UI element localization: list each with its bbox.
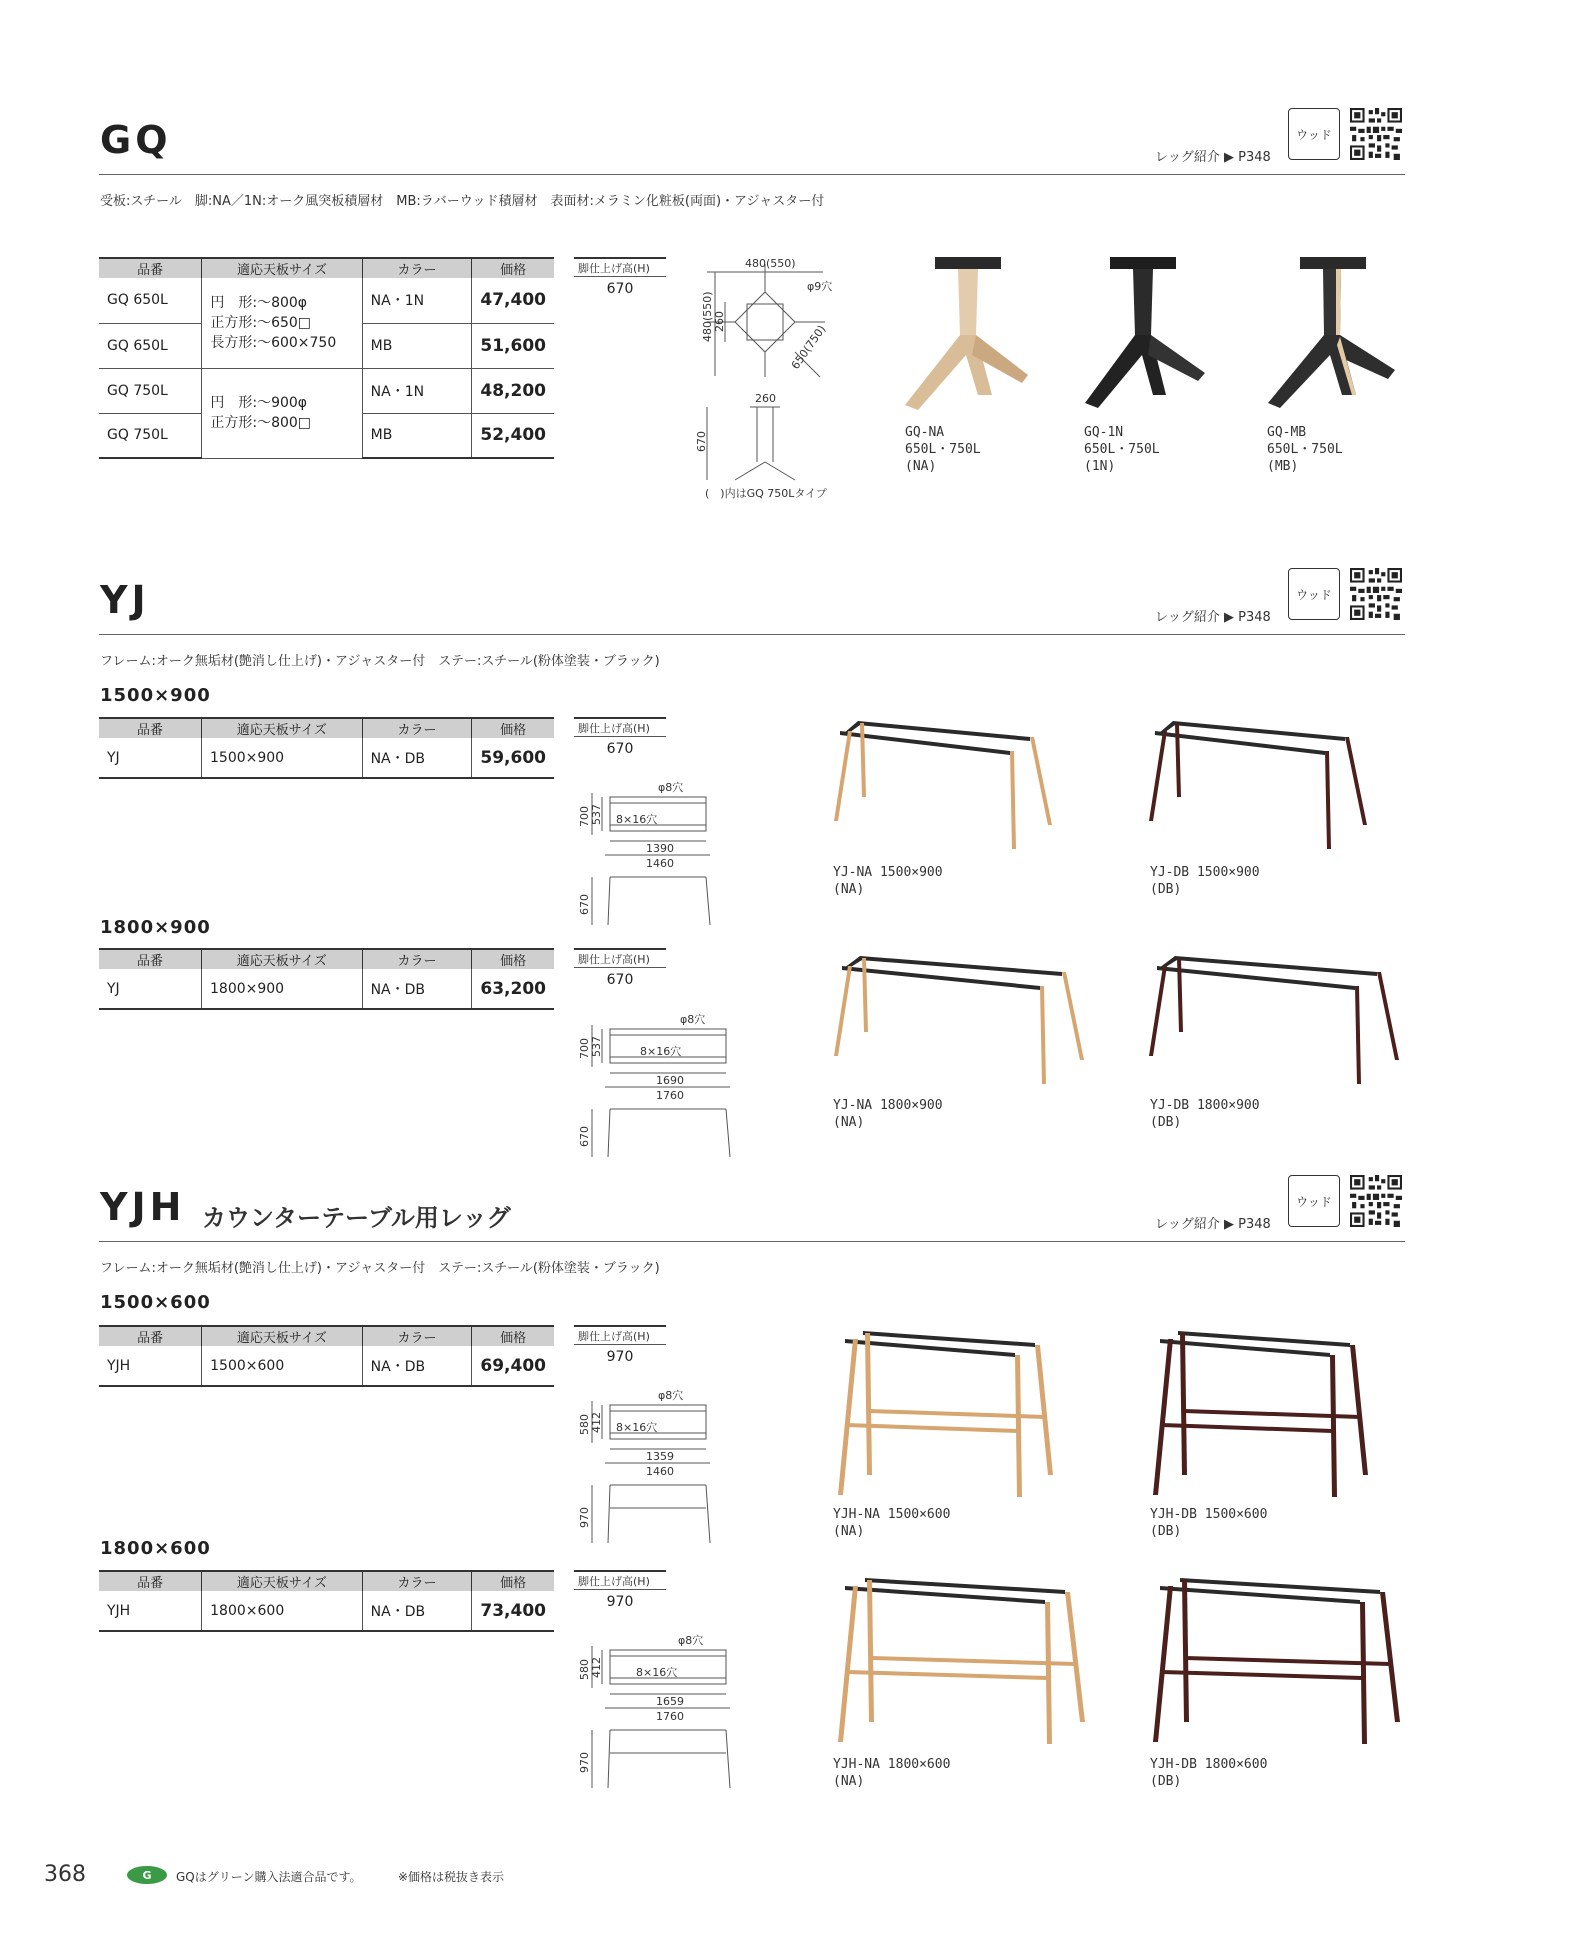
height-header: 脚仕上げ高(H) xyxy=(574,717,666,737)
gq-height-col xyxy=(574,257,666,297)
hdr-price: 価格 xyxy=(472,258,554,278)
yj-description: フレーム:オーク無垢材(艶消し仕上げ)・アジャスター付 ステー:スチール(粉体塗装・ブラック) xyxy=(100,654,660,669)
height-header: 脚仕上げ高(H) xyxy=(574,1570,666,1590)
size-line: 正方形:～650□ xyxy=(210,314,312,331)
height-header: 脚仕上げ高(H) xyxy=(574,948,666,968)
size-line: 長方形:～600×750 xyxy=(210,334,337,351)
hdr-color: カラー xyxy=(362,258,472,278)
yjh-na-1800-caption: YJH-NA 1800×600 (NA) xyxy=(833,1757,951,1789)
hdr-size: 適応天板サイズ xyxy=(202,1571,363,1591)
yj-s2-label: 1800×900 xyxy=(100,917,211,938)
hdr-price: 価格 xyxy=(472,718,554,738)
yjh-db-1800-image xyxy=(1150,1572,1410,1747)
dim-580: 580 xyxy=(578,1414,591,1435)
gq-1n-image xyxy=(1080,255,1215,415)
dim-h: 970 xyxy=(578,1507,591,1528)
gq-dimension-drawing xyxy=(695,252,855,502)
hdr-hinban: 品番 xyxy=(99,718,202,738)
hdr-hinban: 品番 xyxy=(99,1326,202,1346)
yj-db-1500-caption: YJ-DB 1500×900 (DB) xyxy=(1150,865,1260,897)
cell-color: NA・DB xyxy=(362,1591,472,1631)
yjh-qr-code-icon[interactable] xyxy=(1350,1175,1402,1227)
table-row xyxy=(99,368,554,413)
table-row xyxy=(99,738,554,778)
dim-537: 537 xyxy=(590,804,603,825)
yj-na-1500-image xyxy=(830,715,1060,855)
gq-dim-inner: 260 xyxy=(713,311,726,332)
dim-slot: 8×16穴 xyxy=(616,1421,658,1434)
height-value: 670 xyxy=(606,972,634,988)
yj-s1-label: 1500×900 xyxy=(100,685,211,706)
hdr-size: 適応天板サイズ xyxy=(202,1326,363,1346)
cell-color: NA・DB xyxy=(362,1346,472,1386)
cell-code: GQ 650L xyxy=(99,323,202,368)
cell-price: 69,400 xyxy=(472,1346,554,1386)
gq-dim-note: ( )内はGQ 750Lタイプ xyxy=(705,487,827,500)
cell-price: 51,600 xyxy=(472,323,554,368)
cell-code: YJH xyxy=(99,1346,202,1386)
cell-code: GQ 750L xyxy=(99,413,202,458)
hdr-color: カラー xyxy=(362,1571,472,1591)
dim-h: 670 xyxy=(578,894,591,915)
yj-s2-height-col xyxy=(574,948,666,988)
cell-color: MB xyxy=(362,413,472,458)
yjh-wood-tag: ウッド xyxy=(1288,1175,1340,1227)
hdr-color: カラー xyxy=(362,949,472,969)
yjh-leg-ref-link[interactable]: レッグ紹介 ▶ P348 xyxy=(1155,1217,1271,1232)
dim-slot: 8×16穴 xyxy=(616,813,658,826)
dim-w1: 1659 xyxy=(656,1695,684,1708)
yjh-rule xyxy=(99,1241,1405,1242)
cell-color: MB xyxy=(362,323,472,368)
gq-dim-left: 480(550) xyxy=(701,291,714,342)
yj-db-1800-caption: YJ-DB 1800×900 (DB) xyxy=(1150,1098,1260,1130)
dim-hole: φ8穴 xyxy=(658,781,684,794)
dim-slot: 8×16穴 xyxy=(640,1045,682,1058)
dim-w2: 1760 xyxy=(656,1089,684,1102)
cell-code: GQ 650L xyxy=(99,278,202,323)
yj-title: YJ xyxy=(100,578,150,622)
hdr-hinban: 品番 xyxy=(99,258,202,278)
yjh-na-1500-caption: YJH-NA 1500×600 (NA) xyxy=(833,1507,951,1539)
dim-w1: 1359 xyxy=(646,1450,674,1463)
hdr-price: 価格 xyxy=(472,1571,554,1591)
height-header: 脚仕上げ高(H) xyxy=(574,1325,666,1345)
yj-na-1800-image xyxy=(830,950,1090,1090)
yj-s1-table xyxy=(99,717,554,779)
gq-spec-table xyxy=(99,257,554,459)
yjh-s1-label: 1500×600 xyxy=(100,1292,211,1313)
cell-size xyxy=(202,368,362,458)
gq-leg-ref-link[interactable]: レッグ紹介 ▶ P348 xyxy=(1155,150,1271,165)
dim-700: 700 xyxy=(578,1038,591,1059)
hdr-hinban: 品番 xyxy=(99,949,202,969)
size-line: 正方形:～800□ xyxy=(210,415,312,431)
height-value: 970 xyxy=(606,1349,634,1365)
yjh-na-1500-image xyxy=(835,1325,1065,1500)
yjh-na-1800-image xyxy=(835,1572,1095,1747)
gq-dim-hole: φ9穴 xyxy=(807,280,833,293)
dim-h: 670 xyxy=(578,1126,591,1147)
dim-hole: φ8穴 xyxy=(678,1634,704,1647)
yjh-s2-dimension-drawing xyxy=(570,1628,740,1793)
gq-dim-elev-h: 670 xyxy=(695,431,708,452)
cell-code: YJ xyxy=(99,969,202,1009)
yj-leg-ref-link[interactable]: レッグ紹介 ▶ P348 xyxy=(1155,610,1271,625)
yj-s1-dimension-drawing xyxy=(570,775,720,935)
yjh-s2-label: 1800×600 xyxy=(100,1538,211,1559)
cell-price: 48,200 xyxy=(472,368,554,413)
dim-537: 537 xyxy=(590,1036,603,1057)
gq-1n-caption: GQ-1N 650L・750L (1N) xyxy=(1084,425,1160,474)
height-header: 脚仕上げ高(H) xyxy=(574,257,666,277)
dim-w2: 1460 xyxy=(646,1465,674,1478)
logo-letter: G xyxy=(142,1869,152,1882)
yj-s2-dimension-drawing xyxy=(570,1007,740,1167)
dim-w2: 1460 xyxy=(646,857,674,870)
cell-color: NA・1N xyxy=(362,368,472,413)
dim-412: 412 xyxy=(590,1657,603,1678)
hdr-size: 適応天板サイズ xyxy=(202,258,362,278)
yj-rule xyxy=(99,634,1405,635)
size-line: 円 形:～900φ xyxy=(210,395,308,411)
yj-wood-tag: ウッド xyxy=(1288,568,1340,620)
hdr-price: 価格 xyxy=(472,1326,554,1346)
yjh-s2-height-col xyxy=(574,1570,666,1610)
tax-note: ※価格は税抜き表示 xyxy=(398,1870,505,1884)
cell-color: NA・1N xyxy=(362,278,472,323)
yjh-s1-dimension-drawing xyxy=(570,1383,720,1548)
yjh-s2-table xyxy=(99,1570,554,1632)
yjh-s1-table xyxy=(99,1325,554,1387)
yj-na-1500-caption: YJ-NA 1500×900 (NA) xyxy=(833,865,943,897)
dim-700: 700 xyxy=(578,806,591,827)
hdr-hinban: 品番 xyxy=(99,1571,202,1591)
dim-hole: φ8穴 xyxy=(680,1013,706,1026)
cell-code: GQ 750L xyxy=(99,368,202,413)
cell-price: 47,400 xyxy=(472,278,554,323)
cell-color: NA・DB xyxy=(362,738,472,778)
yjh-s1-height-col xyxy=(574,1325,666,1365)
gq-na-caption: GQ-NA 650L・750L (NA) xyxy=(905,425,981,474)
height-value: 670 xyxy=(606,741,634,757)
gq-title: GQ xyxy=(100,118,172,162)
dim-w2: 1760 xyxy=(656,1710,684,1723)
gq-wood-tag: ウッド xyxy=(1288,108,1340,160)
yjh-subtitle: カウンターテーブル用レッグ xyxy=(202,1204,511,1232)
dim-hole: φ8穴 xyxy=(658,1389,684,1402)
gq-dim-elev-w: 260 xyxy=(755,392,776,405)
size-line: 円 形:～800φ xyxy=(210,294,308,311)
yj-qr-code-icon[interactable] xyxy=(1350,568,1402,620)
hdr-color: カラー xyxy=(362,718,472,738)
cell-code: YJH xyxy=(99,1591,202,1631)
cell-size: 1500×900 xyxy=(202,738,363,778)
hdr-color: カラー xyxy=(362,1326,472,1346)
gq-description: 受板:スチール 脚:NA／1N:オーク風突板積層材 MB:ラバーウッド積層材 表面材:メラミン化粧板(両面)・アジャスター付 xyxy=(100,194,825,209)
table-row xyxy=(99,278,554,323)
cell-price: 63,200 xyxy=(472,969,554,1009)
page-number: 368 xyxy=(44,1862,86,1887)
yj-s2-table xyxy=(99,948,554,1010)
cell-price: 59,600 xyxy=(472,738,554,778)
gq-qr-code-icon[interactable] xyxy=(1350,108,1402,160)
cell-size: 1800×900 xyxy=(202,969,363,1009)
dim-412: 412 xyxy=(590,1412,603,1433)
cell-color: NA・DB xyxy=(362,969,472,1009)
hdr-size: 適応天板サイズ xyxy=(202,718,363,738)
yjh-title: YJH xyxy=(100,1185,186,1229)
gq-na-image xyxy=(900,255,1035,415)
gq-rule xyxy=(99,174,1405,175)
table-row xyxy=(99,969,554,1009)
dim-h: 970 xyxy=(578,1752,591,1773)
green-purchase-note: GQはグリーン購入法適合品です。 xyxy=(176,1870,362,1884)
cell-price: 73,400 xyxy=(472,1591,554,1631)
table-row xyxy=(99,1346,554,1386)
cell-size: 1500×600 xyxy=(202,1346,363,1386)
yjh-db-1500-caption: YJH-DB 1500×600 (DB) xyxy=(1150,1507,1268,1539)
height-value: 970 xyxy=(606,1594,634,1610)
hdr-price: 価格 xyxy=(472,949,554,969)
height-value: 670 xyxy=(606,281,634,297)
hdr-size: 適応天板サイズ xyxy=(202,949,363,969)
table-row xyxy=(99,1591,554,1631)
yjh-db-1500-image xyxy=(1150,1325,1380,1500)
gq-mb-image xyxy=(1260,255,1400,415)
yj-na-1800-caption: YJ-NA 1800×900 (NA) xyxy=(833,1098,943,1130)
dim-w1: 1690 xyxy=(656,1074,684,1087)
cell-code: YJ xyxy=(99,738,202,778)
cell-size: 1800×600 xyxy=(202,1591,363,1631)
cell-price: 52,400 xyxy=(472,413,554,458)
yj-db-1800-image xyxy=(1145,950,1405,1090)
yjh-db-1800-caption: YJH-DB 1800×600 (DB) xyxy=(1150,1757,1268,1789)
yjh-description: フレーム:オーク無垢材(艶消し仕上げ)・アジャスター付 ステー:スチール(粉体塗装・ブラック) xyxy=(100,1261,660,1276)
dim-w1: 1390 xyxy=(646,842,674,855)
yj-db-1500-image xyxy=(1145,715,1375,855)
dim-slot: 8×16穴 xyxy=(636,1666,678,1679)
gq-mb-caption: GQ-MB 650L・750L (MB) xyxy=(1267,425,1343,474)
yj-s1-height-col xyxy=(574,717,666,757)
gq-dim-diag: 650(750) xyxy=(788,322,829,372)
green-purchase-logo-icon xyxy=(126,1865,168,1885)
cell-size xyxy=(202,278,362,368)
dim-580: 580 xyxy=(578,1659,591,1680)
gq-dim-top: 480(550) xyxy=(745,257,796,270)
